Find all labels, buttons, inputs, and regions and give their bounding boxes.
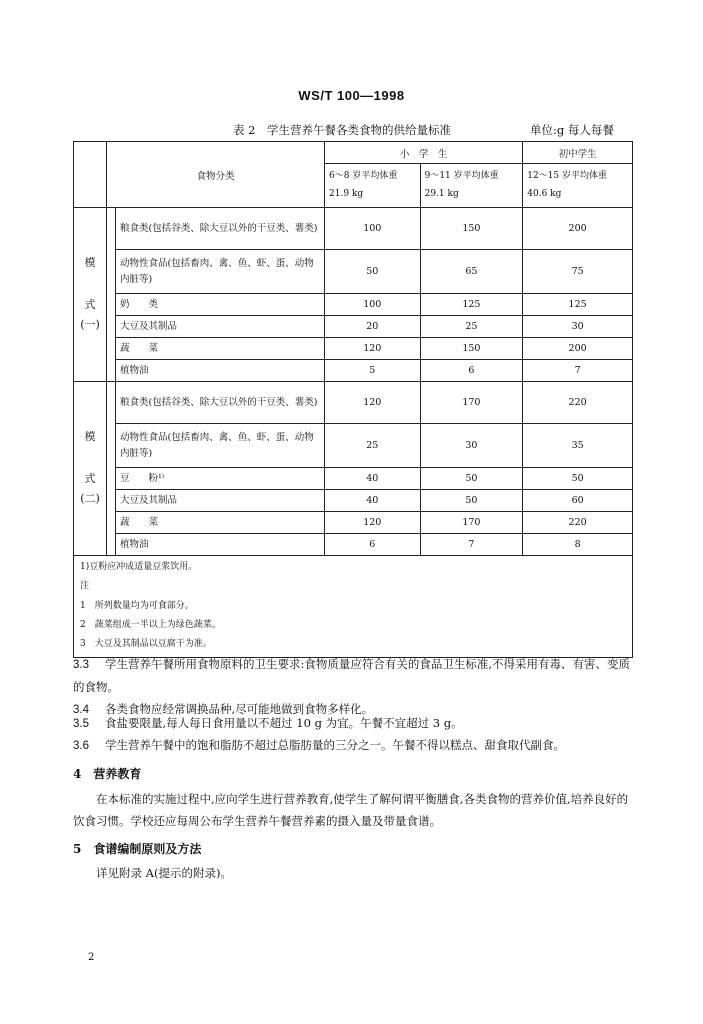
value-cell: 100: [325, 208, 421, 250]
food-name: 蔬 菜: [116, 338, 325, 360]
value-cell: 125: [523, 294, 633, 316]
value-cell: 220: [523, 512, 633, 534]
corner-cell: [74, 142, 107, 208]
value-cell: 170: [420, 382, 523, 424]
table-row: [74, 512, 633, 534]
table-row: [74, 250, 633, 294]
value-cell: 8: [523, 534, 633, 556]
value-cell: 220: [523, 382, 633, 424]
group-junior-header: 初中学生: [523, 142, 633, 164]
notes-title: 注: [80, 581, 90, 592]
value-cell: 35: [523, 424, 633, 468]
value-cell: 125: [420, 294, 523, 316]
clause-3-3: 3.3 学生营养午餐所用食物原料的卫生要求:食物质量应符合有关的食品卫生标准,不得采用有毒、有害、变质的食物。: [73, 657, 631, 694]
value-cell: 120: [325, 512, 421, 534]
note-item: 1 所列数量均为可食部分。: [80, 600, 194, 611]
value-cell: 40: [325, 490, 421, 512]
col-food-header: 食物分类: [107, 142, 325, 208]
clause-3-5: 3.5 食盐要限量,每人每日食用量以不超过 10 g 为宜。午餐不宜超过 3 g。: [73, 716, 463, 730]
value-cell: 50: [325, 250, 421, 294]
value-cell: 25: [325, 424, 421, 468]
mode-2-label: 模 式 (二): [74, 382, 107, 556]
age-group-1: 6～8 岁平均体重 21.9 kg: [325, 164, 421, 208]
group-primary-header: 小 学 生: [325, 142, 523, 164]
value-cell: 200: [523, 338, 633, 360]
value-cell: 120: [325, 338, 421, 360]
table-row: [74, 468, 633, 490]
footnote: 1)豆粉应冲成适量豆浆饮用。: [80, 562, 198, 572]
value-cell: 100: [325, 294, 421, 316]
value-cell: 50: [420, 468, 523, 490]
food-supply-table: [73, 141, 633, 658]
food-name: 动物性食品(包括畜肉、禽、鱼、虾、蛋、动物内脏等): [116, 250, 325, 294]
value-cell: 7: [523, 360, 633, 382]
section-4-title: 4 营养教育: [73, 767, 142, 781]
food-name: 粮食类(包括谷类、除大豆以外的干豆类、薯类): [116, 208, 325, 250]
value-cell: 170: [420, 512, 523, 534]
value-cell: 65: [420, 250, 523, 294]
table-row: [74, 424, 633, 468]
note-item: 2 蔬菜组成一半以上为绿色蔬菜。: [80, 620, 221, 631]
value-cell: 150: [420, 208, 523, 250]
table-row: [74, 338, 633, 360]
table-caption: 表 2 学生营养午餐各类食物的供给量标准: [233, 123, 451, 137]
value-cell: 60: [523, 490, 633, 512]
table-row: [74, 534, 633, 556]
value-cell: 150: [420, 338, 523, 360]
food-name: 动物性食品(包括畜肉、禽、鱼、虾、蛋、动物内脏等): [116, 424, 325, 468]
value-cell: 120: [325, 382, 421, 424]
page-number: 2: [88, 952, 95, 963]
standard-code-header: WS/T 100—1998: [298, 88, 405, 103]
value-cell: 25: [420, 316, 523, 338]
table-row: [74, 382, 633, 424]
note-item: 3 大豆及其制品以豆腐干为准。: [80, 639, 212, 650]
table-unit: 单位:g 每人每餐: [530, 123, 614, 137]
table-row: [74, 208, 633, 250]
table-row: [74, 294, 633, 316]
section-4-text: 在本标准的实施过程中,应向学生进行营养教育,使学生了解何谓平衡膳食,各类食物的营养价值,培养良好的饮食习惯。学校还应每周公布学生营养午餐营养素的摄入量及带量食谱。: [73, 792, 629, 828]
notes-row: [74, 556, 633, 658]
value-cell: 50: [420, 490, 523, 512]
food-name: 大豆及其制品: [116, 316, 325, 338]
value-cell: 40: [325, 468, 421, 490]
food-name: 植物油: [116, 534, 325, 556]
table-row: [74, 360, 633, 382]
food-name: 奶 类: [116, 294, 325, 316]
value-cell: 75: [523, 250, 633, 294]
table-row: [74, 316, 633, 338]
value-cell: 200: [523, 208, 633, 250]
section-5-title: 5 食谱编制原则及方法: [73, 842, 202, 856]
age-group-3: 12～15 岁平均体重 40.6 kg: [523, 164, 633, 208]
food-name: 豆 粉¹⁾: [116, 468, 325, 490]
age-group-2: 9～11 岁平均体重 29.1 kg: [420, 164, 523, 208]
mode-1-label: 模 式 (一): [74, 208, 107, 382]
table-notes: [74, 556, 633, 658]
value-cell: 30: [420, 424, 523, 468]
value-cell: 20: [325, 316, 421, 338]
value-cell: 6: [420, 360, 523, 382]
value-cell: 50: [523, 468, 633, 490]
food-name: 粮食类(包括谷类、除大豆以外的干豆类、薯类): [116, 382, 325, 424]
food-name: 植物油: [116, 360, 325, 382]
food-name: 大豆及其制品: [116, 490, 325, 512]
clause-3-4: 3.4 各类食物应经常调换品种,尽可能地做到食物多样化。: [73, 702, 374, 716]
value-cell: 5: [325, 360, 421, 382]
clause-3-6: 3.6 学生营养午餐中的饱和脂肪不超过总脂肪量的三分之一。午餐不得以糕点、甜食取代副食。: [73, 738, 565, 752]
food-name: 蔬 菜: [116, 512, 325, 534]
table-row: [74, 490, 633, 512]
value-cell: 6: [325, 534, 421, 556]
value-cell: 7: [420, 534, 523, 556]
value-cell: 30: [523, 316, 633, 338]
section-5-text: 详见附录 A(提示的附录)。: [96, 866, 232, 880]
